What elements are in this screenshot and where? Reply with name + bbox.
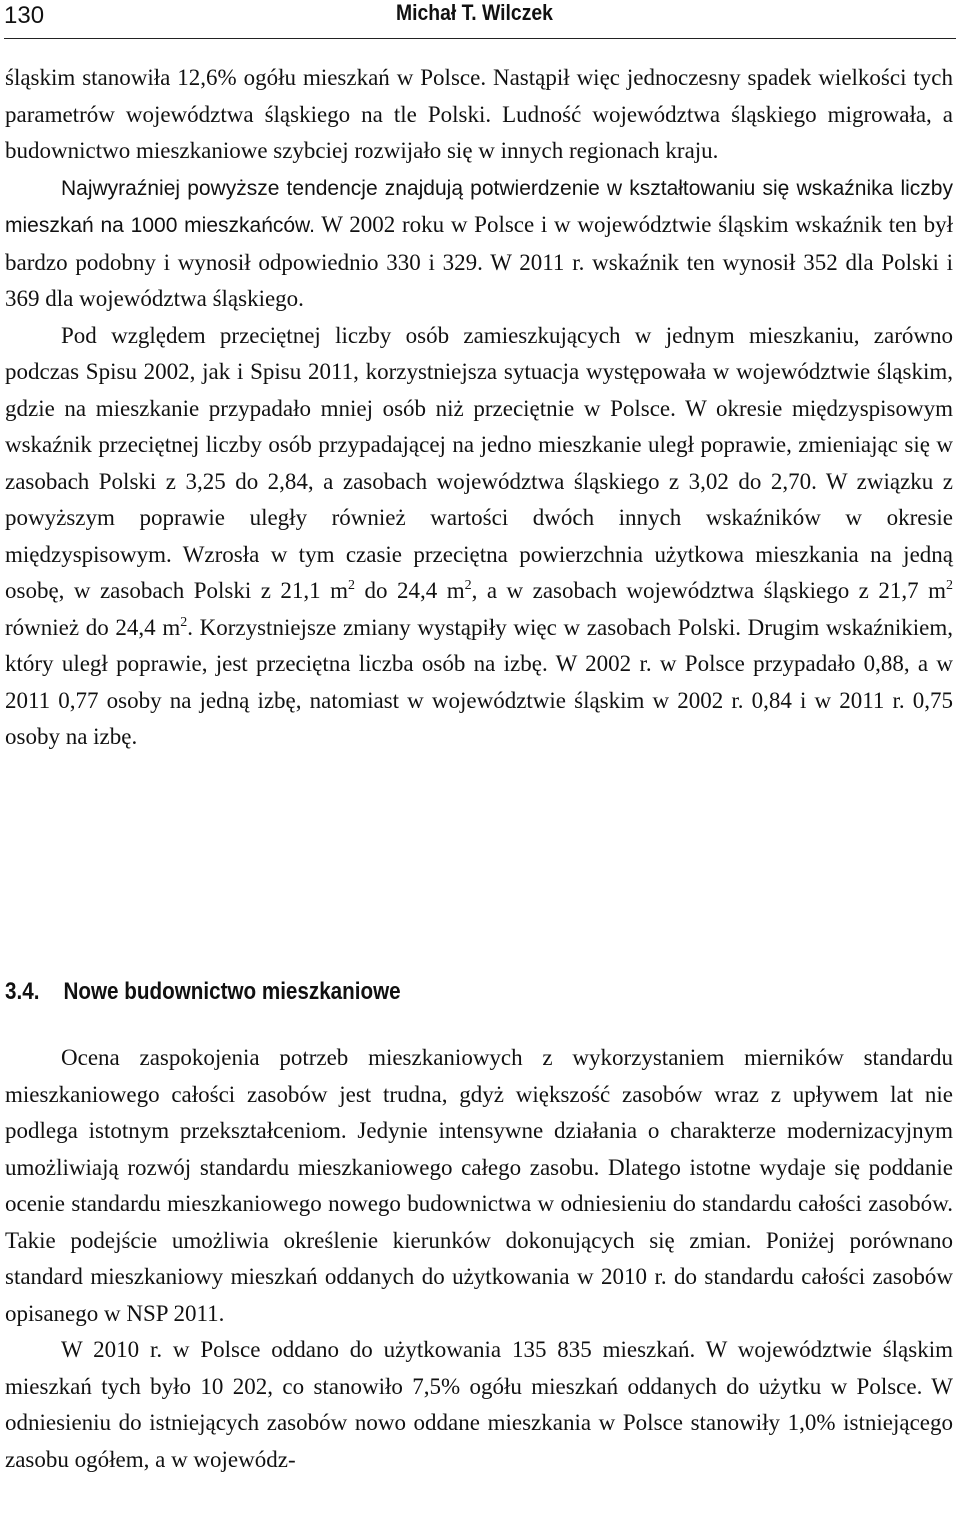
paragraph: Ocena zaspokojenia potrzeb mieszkaniowych z wykorzystaniem mierników standardu mieszkaniowego całości zasobów jest trudna, gdyż większość zasobów wraz z upływem lat nie podlega istotnym przekształceniom. Jedynie intensywne działania o charakterze modernizacyjnym umożliwiają rozwój standardu mieszkaniowego całego zasobu. Dlatego istotne wydaje się poddanie ocenie standardu mieszkaniowego nowego budownictwa w odniesieniu do standardu całości zasobów. Takie podejście umożliwia określenie kierunków dokonujących się zmian. Poniżej porównano standard mieszkaniowy mieszkań oddanych do użytkowania w 2010 r. do standardu całości zasobów opisanego w NSP 2011. — [5, 1045, 953, 1326]
paragraph-part: . Korzystniejsze zmiany wystąpiły więc w zasobach Polski. Drugim wskaźnikiem, który uległ poprawie, jest przeciętna liczba osób na izbę. W 2002 r. w Polsce przypadało 0,88, a w 2011 0,77 osoby na jedną izbę, natomiast w województwie śląskim w 2002 r. 0,84 i w 2011 r. 0,75 osoby na izbę. — [5, 614, 953, 749]
page-number: 130 — [4, 2, 45, 29]
section-title: Nowe budownictwo mieszkaniowe — [63, 978, 401, 1005]
text-block-top — [5, 60, 953, 756]
paragraph-part: do 24,4 m — [355, 578, 465, 603]
paragraph — [5, 170, 953, 318]
superscript: 2 — [464, 578, 472, 593]
page-header — [4, 0, 956, 39]
paragraph-part: , a w zasobach województwa śląskiego z 21,7 m — [471, 578, 946, 603]
superscript: 2 — [945, 578, 953, 593]
paragraph: śląskim stanowiła 12,6% ogółu mieszkań w Polsce. Nastąpił więc jednoczesny spadek wielkości tych parametrów województwa śląskiego na tle Polski. Ludność województwa śląskiego migrowała, a budownictwo mieszkaniowe szybciej rozwijało się w innych regionach kraju. — [5, 65, 953, 163]
paragraph-part: również do 24,4 m — [5, 614, 181, 640]
paragraph — [5, 318, 953, 756]
paragraph-sans-part: Najwyraźniej powyższe tendencje znajdują potwierdzenie w kształtowaniu się wskaźnika liczby mieszkań na 1000 mieszkańców. — [5, 176, 953, 237]
superscript: 2 — [180, 614, 188, 630]
superscript: 2 — [348, 578, 356, 593]
section-number: 3.4. — [5, 978, 40, 1005]
paragraph: W 2010 r. w Polsce oddano do użytkowania 135 835 mieszkań. W województwie śląskim mieszkań tych było 10 202, co stanowiło 7,5% ogółu mieszkań oddanych do użytku w Polsce. W odniesieniu do istniejących zasobów nowo oddane mieszkania w Polsce stanowiły 1,0% istniejącego zasobu ogółem, a w wojewódz- — [5, 1337, 953, 1472]
text-block-bottom — [5, 1040, 953, 1478]
paragraph-part: Pod względem przeciętnej liczby osób zamieszkujących w jednym mieszkaniu, zarówno podczas Spisu 2002, jak i Spisu 2011, korzystniejsza sytuacja występowała w województwie śląskim, gdzie na mieszkanie przypadało mniej osób niż przeciętnie w Polsce. W okresie międzyspisowym wskaźnik przeciętnej liczby osób przypadającej na jedno mieszkanie uległ poprawie, zmieniając się w zasobach Polski z 3,25 do 2,84, a zasobach województwa śląskiego z 3,02 do 2,70. W związku z powyższym poprawie uległy również wartości dwóch innych wskaźników w okresie międzyspisowym. Wzrosła w tym czasie przeciętna powierzchnia użytkowa mieszkania na jedną osobę, w zasobach Polski z 21,1 m — [5, 322, 953, 603]
paragraph-part: W 2002 roku w Polsce i w województwie śląskim wskaźnik ten był bardzo podobny i wynosił odpowiednio 330 i 329. W 2011 r. wskaźnik ten wynosił 352 dla Polski i 369 dla województwa śląskiego. — [5, 212, 953, 311]
section-heading — [5, 978, 401, 1006]
running-title: Michał T. Wilczek — [396, 0, 553, 25]
